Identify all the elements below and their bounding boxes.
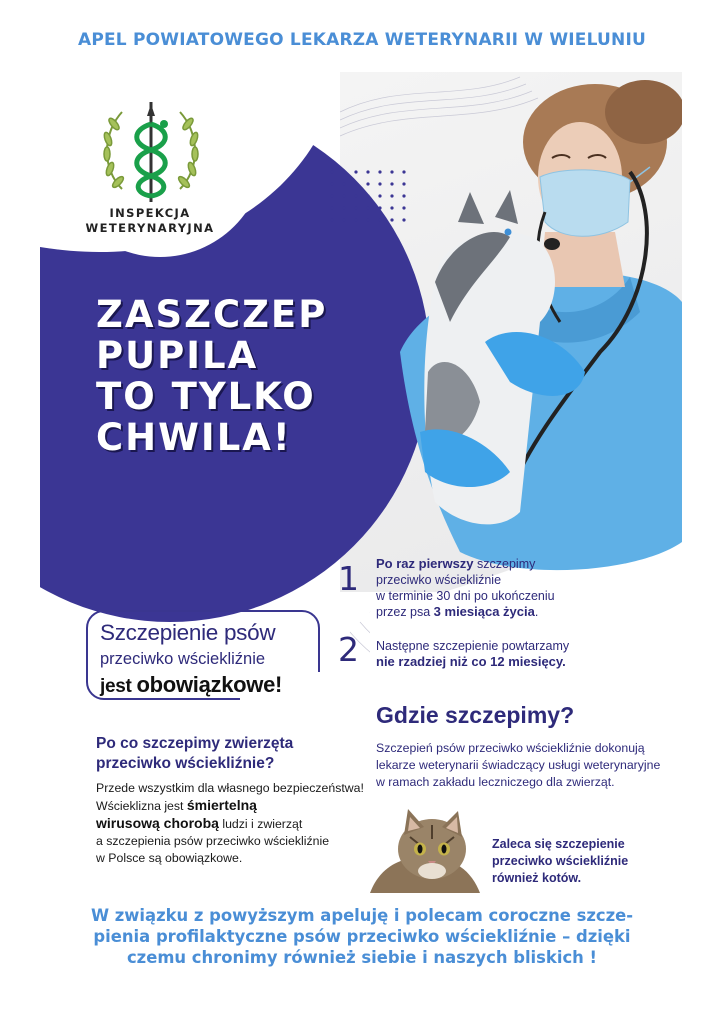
cats-line-3: również kotów. [492, 871, 582, 885]
why-line-1: Przede wszystkim dla własnego bezpieczeństwa! [96, 781, 364, 795]
headline-line-4: CHWILA! [96, 416, 292, 459]
cats-note [492, 836, 628, 887]
why-line-4: a szczepienia psów przeciwko wściekliźnie [96, 834, 330, 848]
obligatory-line-3-a: jest [100, 676, 137, 697]
cats-line-1: Zaleca się szczepienie [492, 837, 625, 851]
headline-line-3: TO TYLKO [96, 375, 316, 418]
step-2-line-2: nie rzadziej niż co 12 miesięcy. [376, 654, 566, 669]
why-body [96, 780, 366, 867]
why-line-2-b: śmiertelną [186, 797, 257, 813]
why-line-2-a: Wścieklizna jest [96, 799, 187, 813]
appeal-line-1: W związku z powyższym apeluję i polecam coroczne szcze- [90, 906, 634, 925]
cats-line-2: przeciwko wściekliźnie [492, 854, 629, 868]
obligatory-line-3 [100, 672, 282, 698]
why-line-5: w Polsce są obowiązkowe. [96, 851, 243, 865]
logo-caption [70, 206, 230, 236]
why-title [96, 734, 293, 774]
where-line-1: Szczepień psów przeciwko wściekliźnie dokonują [376, 741, 645, 755]
step-2-number: 2 [338, 630, 359, 669]
where-line-2: lekarze weterynarii świadczący usługi weterynaryjne [376, 758, 661, 772]
step-2-line-1: Następne szczepienie powtarzamy [376, 639, 570, 653]
why-title-line-2: przeciwko wściekliźnie? [96, 755, 275, 772]
where-body [376, 740, 676, 791]
why-title-line-1: Po co szczepimy zwierzęta [96, 735, 294, 752]
step-1-line-2: przeciwko wściekliźnie [376, 573, 502, 587]
obligatory-line-1: Szczepienie psów [100, 620, 276, 645]
inspekcja-logo [92, 94, 210, 212]
where-line-3: w ramach zakładu leczniczego dla zwierząt. [376, 775, 615, 789]
headline-line-2: PUPILA [96, 334, 259, 377]
step-1-number: 1 [338, 559, 359, 598]
step-1-line-4-pre: przez psa [376, 605, 434, 619]
headline-line-1: ZASZCZEP [96, 293, 328, 336]
step-1-line-4-bold: 3 miesiąca życia [433, 604, 535, 619]
cat-illustration [370, 807, 480, 893]
poster [40, 72, 682, 894]
appeal-text [30, 905, 694, 968]
why-line-3-b: ludzi i zwierząt [218, 817, 303, 831]
step-1-line-3: w terminie 30 dni po ukończeniu [376, 589, 555, 603]
headline [96, 294, 376, 458]
vet-illustration [400, 80, 682, 570]
obligatory-line-3-b: obowiązkowe! [136, 672, 283, 697]
logo-line-2: WETERYNARYJNA [85, 221, 215, 235]
step-2-text [376, 638, 636, 670]
appeal-line-3: czemu chronimy również siebie i naszych bliskich ! [126, 948, 598, 967]
step-1-line-4-post: . [534, 605, 539, 619]
logo-line-1: INSPEKCJA [109, 206, 191, 220]
page-header: APEL POWIATOWEGO LEKARZA WETERYNARII W WIELUNIU [77, 30, 647, 50]
step-1-text [376, 556, 606, 620]
step-1-bold: Po raz pierwszy [376, 556, 474, 571]
where-title: Gdzie szczepimy? [376, 702, 575, 728]
why-line-3-a: wirusową chorobą [96, 815, 219, 831]
step-1-text-a: szczepimy [473, 557, 536, 571]
obligatory-line-2: przeciwko wściekliźnie [100, 650, 266, 668]
appeal-line-2: pienia profilaktyczne psów przeciwko wściekliźnie – dzięki [93, 927, 631, 946]
